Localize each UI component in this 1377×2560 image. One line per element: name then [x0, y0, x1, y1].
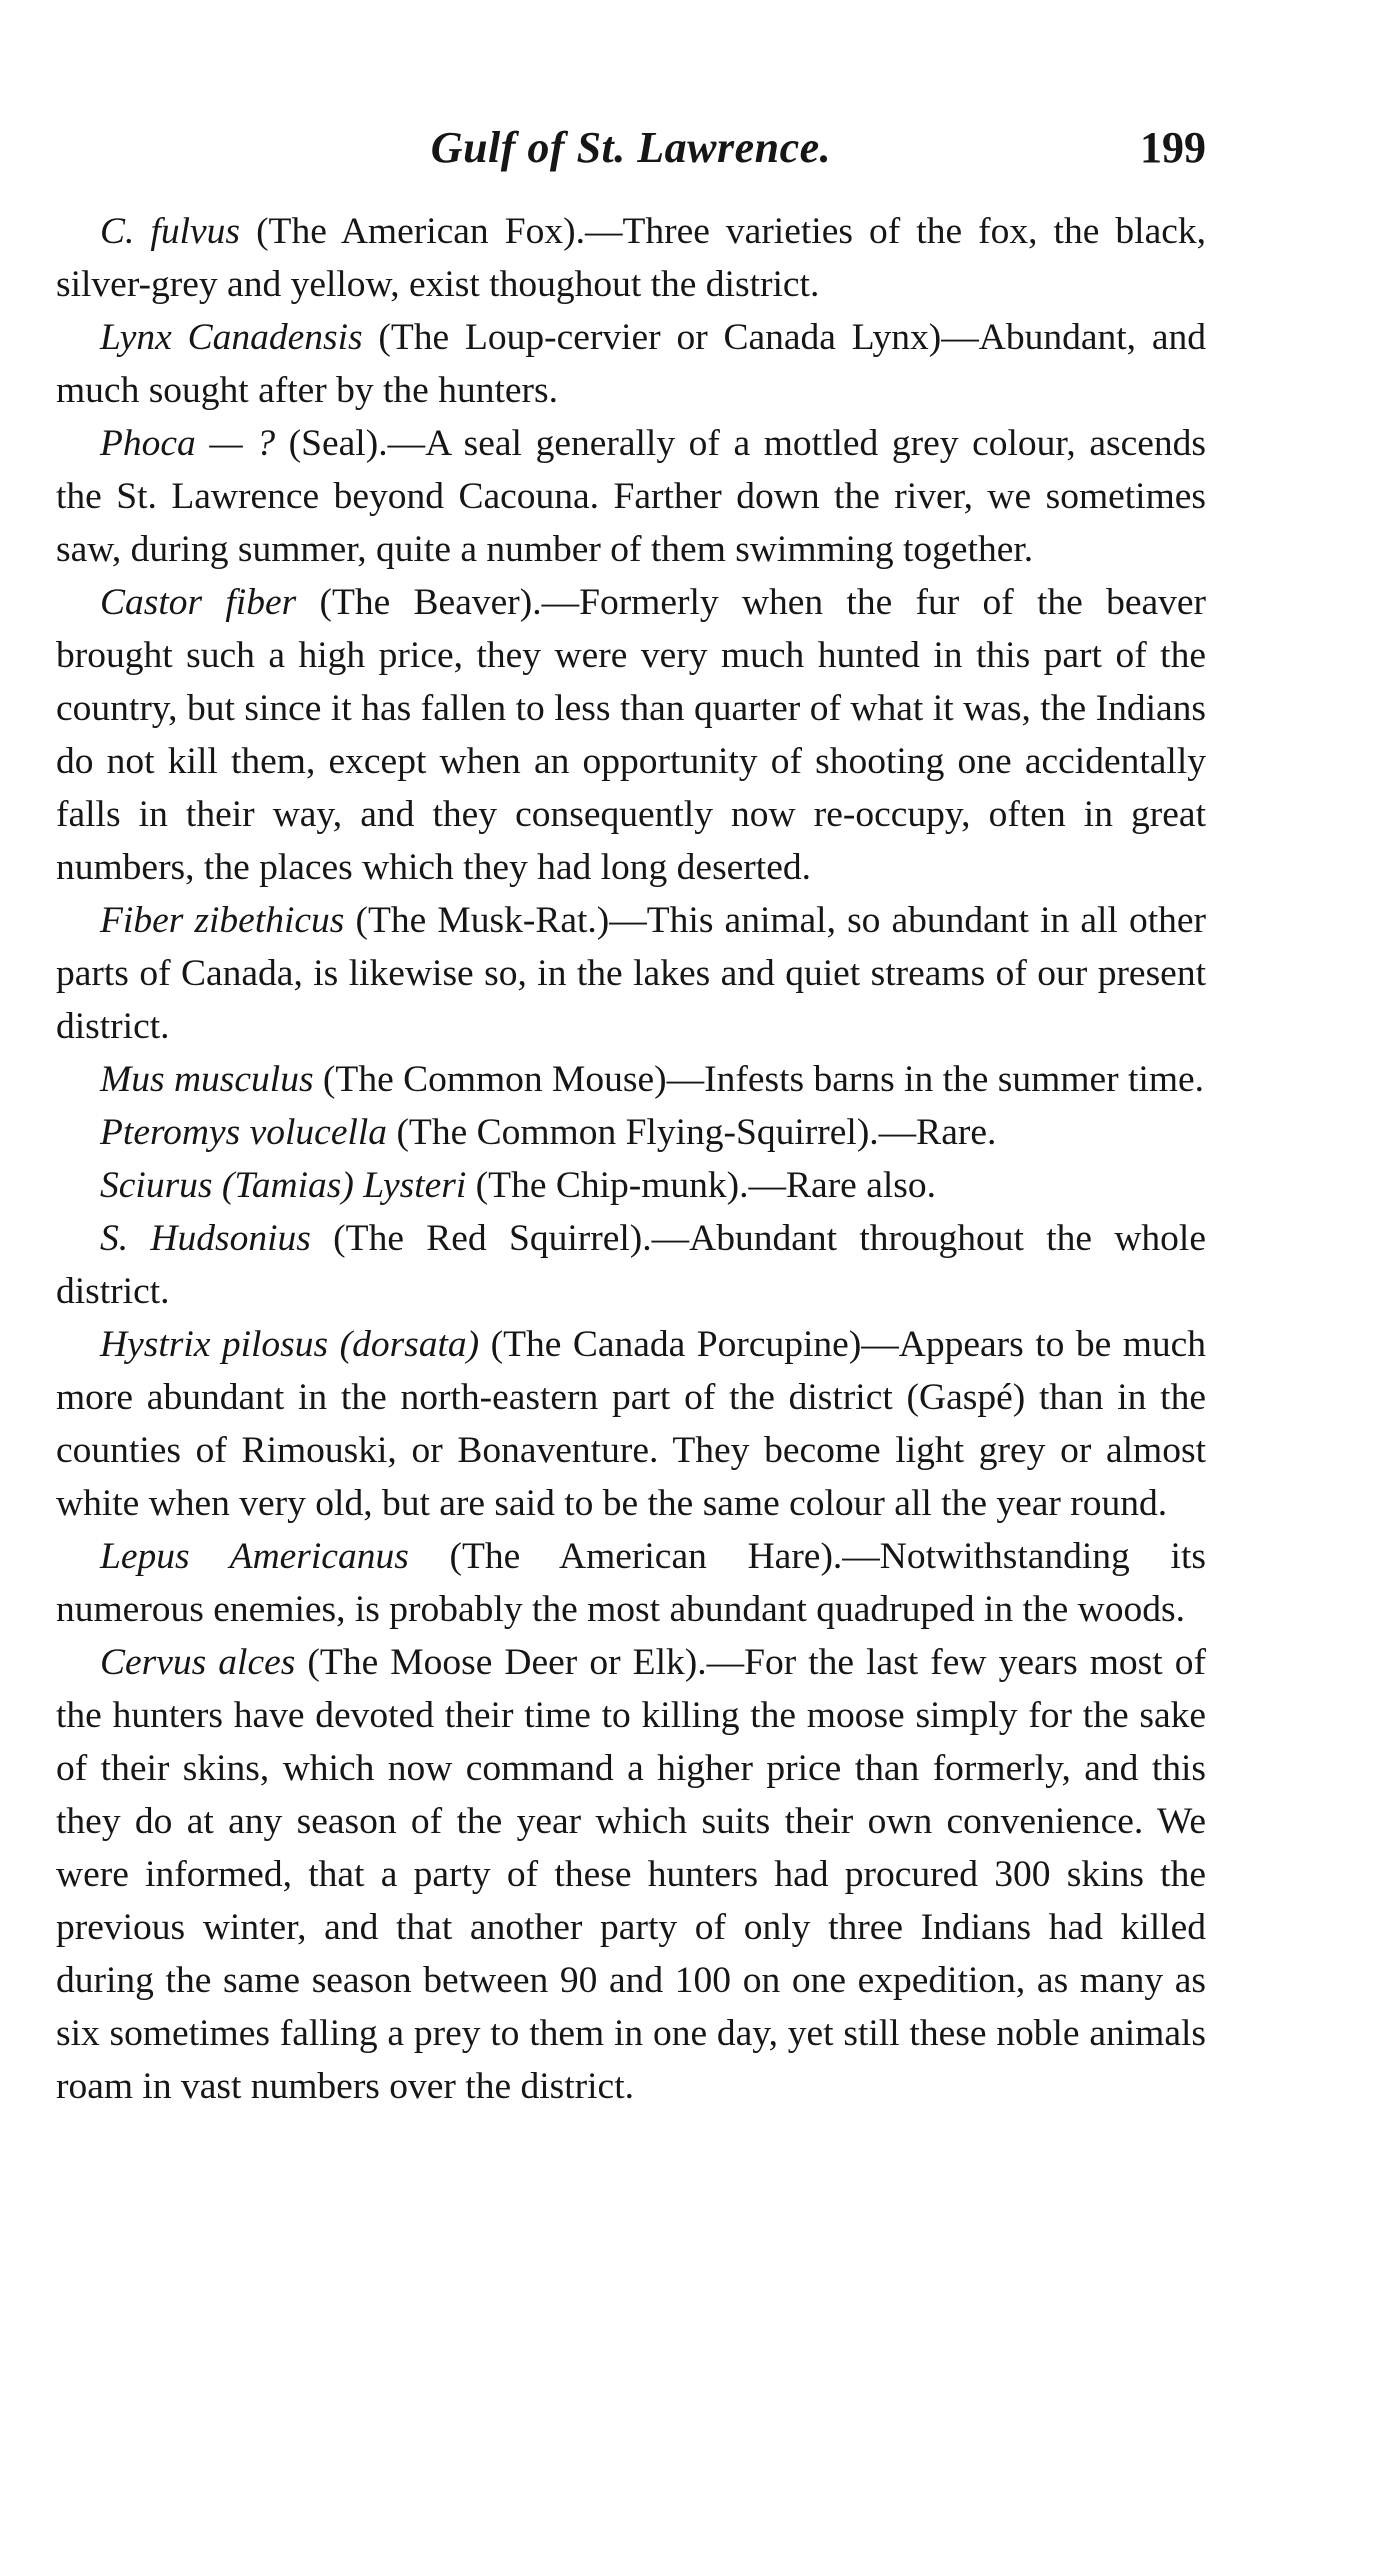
- body-text: [56, 205, 1206, 2113]
- species-name: Hystrix pilosus (dorsata): [100, 1324, 480, 1365]
- species-description: (The Red Squirrel).—Abundant throughout the whole district.: [56, 1218, 1206, 1312]
- species-description: (The American Hare).—Notwithstanding its numerous enemies, is probably the most abundant quadruped in the woods.: [56, 1536, 1206, 1630]
- species-name: Fiber zibethicus: [100, 900, 345, 941]
- species-name: Mus musculus: [100, 1059, 314, 1100]
- entry-mouse: [56, 1053, 1206, 1106]
- entry-lynx: [56, 311, 1206, 417]
- species-name: Pteromys volucella: [100, 1112, 388, 1153]
- species-description: (The Musk-Rat.)—This animal, so abundant in all other parts of Canada, is likewise so, in the lakes and quiet streams of our present district.: [56, 900, 1206, 1047]
- species-description: (The Beaver).—Formerly when the fur of the beaver brought such a high price, they were very much hunted in this part of the country, but since it has fallen to less than quarter of what it was, the Indians do not kill them, except when an opportunity of shooting one accidentally falls in their way, and they consequently now re-occupy, often in great numbers, the places which they had long deserted.: [56, 582, 1206, 888]
- species-description: (The American Fox).—Three varieties of the fox, the black, silver-grey and yellow, exist thoughout the district.: [56, 211, 1206, 305]
- page-number: 199: [1140, 123, 1206, 172]
- species-description: (The Common Mouse)—Infests barns in the summer time.: [313, 1059, 1205, 1100]
- species-description: (The Common Flying-Squirrel).—Rare.: [387, 1112, 997, 1153]
- species-description: (The Chip-munk).—Rare also.: [466, 1165, 936, 1206]
- species-description: (The Loup-cervier or Canada Lynx)—Abundant, and much sought after by the hunters.: [56, 317, 1206, 411]
- entry-moose: [56, 1636, 1206, 2113]
- running-title: Gulf of St. Lawrence.: [430, 123, 832, 172]
- entry-seal: [56, 417, 1206, 576]
- species-name: Sciurus (Tamias) Lysteri: [100, 1165, 467, 1206]
- species-name: Cervus alces: [100, 1642, 296, 1683]
- entry-red-squirrel: [56, 1212, 1206, 1318]
- species-description: (The Canada Porcupine)—Appears to be much more abundant in the north-eastern part of the district (Gaspé) than in the counties of Rimouski, or Bonaventure. They become light grey or almost white when very old, but are said to be the same colour all the year round.: [56, 1324, 1207, 1524]
- entry-chip-munk: [56, 1159, 1206, 1212]
- species-name: Lepus Americanus: [100, 1536, 409, 1577]
- entry-hare: [56, 1530, 1206, 1636]
- species-description: (Seal).—A seal generally of a mottled grey colour, ascends the St. Lawrence beyond Cacouna. Farther down the river, we sometimes saw, during summer, quite a number of them swimming together.: [56, 423, 1206, 570]
- entry-porcupine: [56, 1318, 1206, 1530]
- entry-musk-rat: [56, 894, 1206, 1053]
- species-name: Lynx Canadensis: [100, 317, 363, 358]
- species-name: C. fulvus: [100, 211, 241, 252]
- entry-fox: [56, 205, 1206, 311]
- species-name: S. Hudsonius: [100, 1218, 311, 1259]
- entry-flying-squirrel: [56, 1106, 1206, 1159]
- entry-beaver: [56, 576, 1206, 894]
- species-name: Phoca — ?: [100, 423, 276, 464]
- species-name: Castor fiber: [100, 582, 297, 623]
- species-description: (The Moose Deer or Elk).—For the last few years most of the hunters have devoted their time to killing the moose simply for the sake of their skins, which now command a higher price than formerly, and this they do at any season of the year which suits their own convenience. We were informed, that a party of these hunters had procured 300 skins the previous winter, and that another party of only three Indians had killed during the same season between 90 and 100 on one expedition, as many as six sometimes falling a prey to them in one day, yet still these noble animals roam in vast numbers over the district.: [56, 1642, 1206, 2107]
- page-header: [56, 118, 1206, 178]
